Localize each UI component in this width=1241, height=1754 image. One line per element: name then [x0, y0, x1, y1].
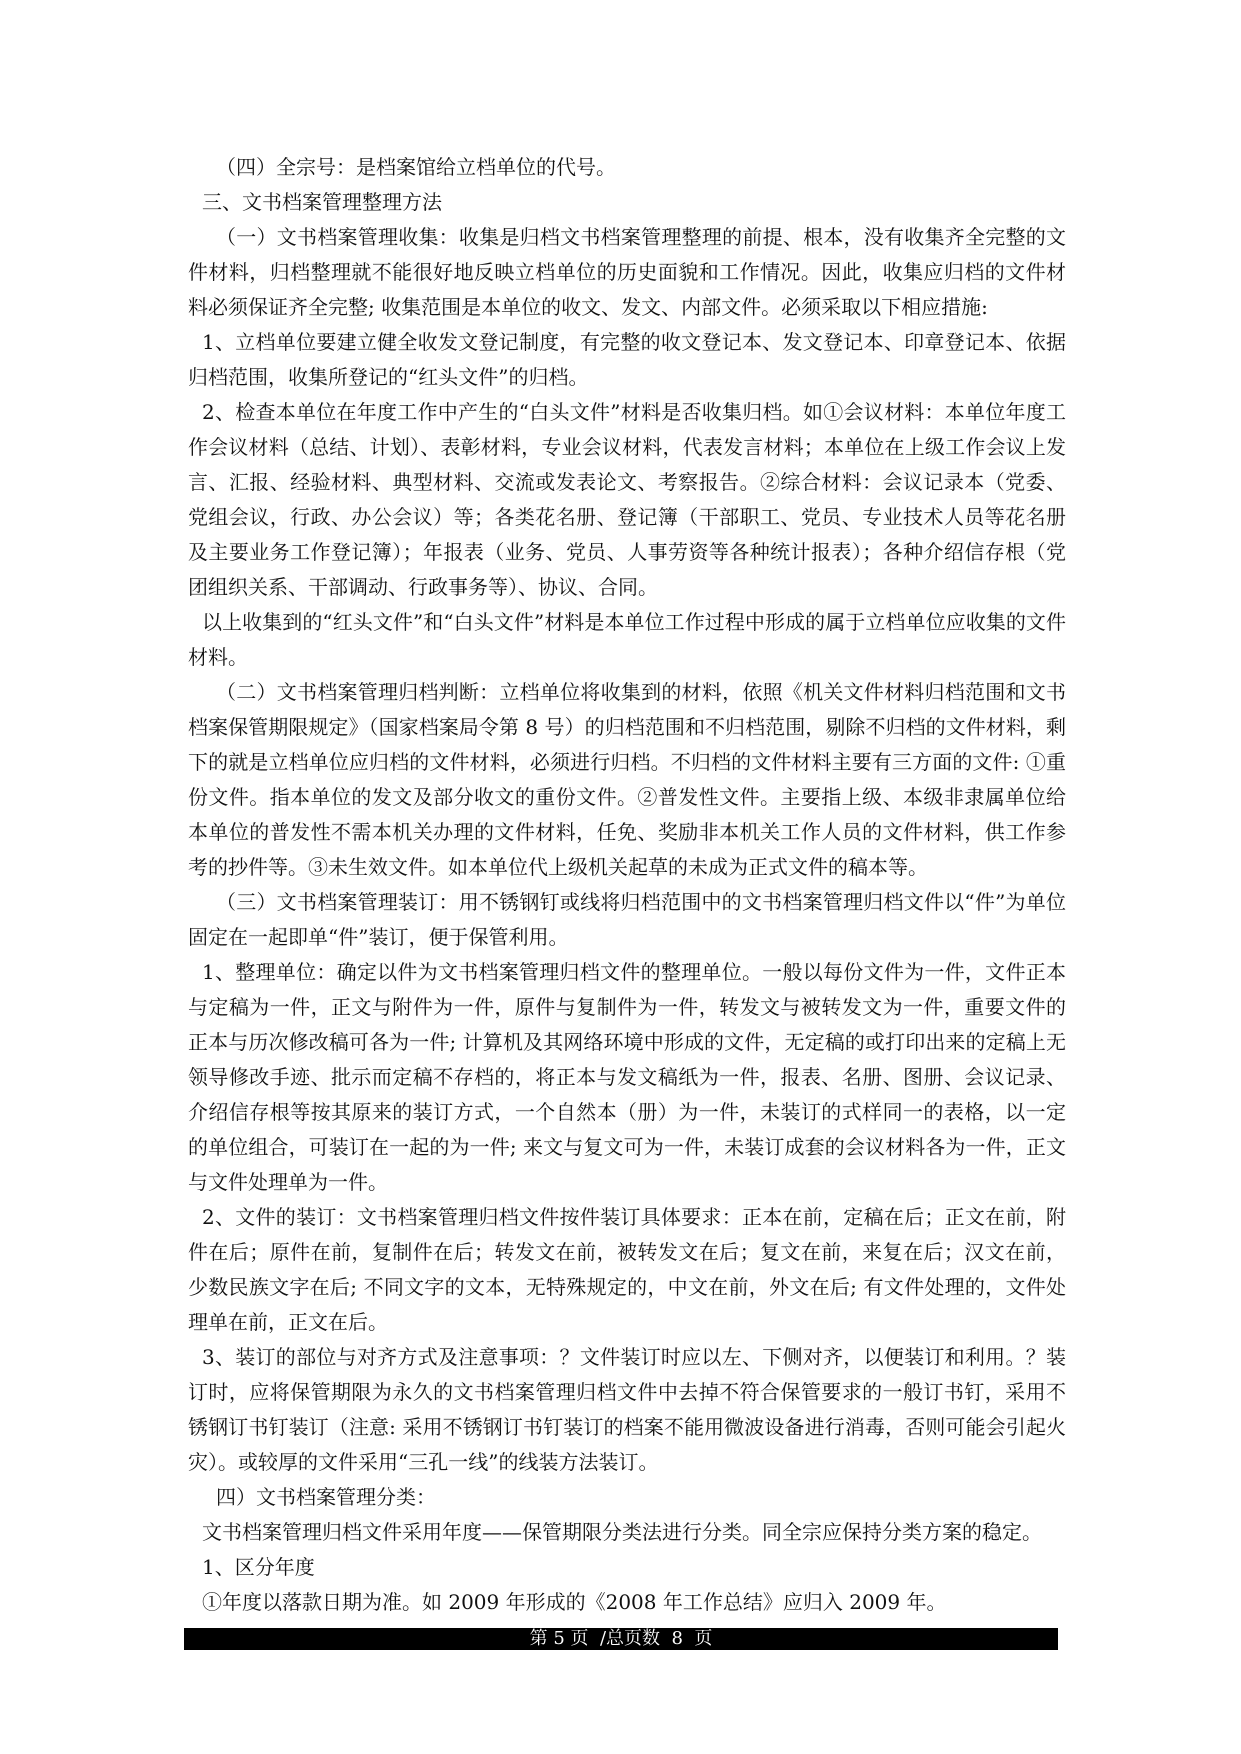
- paragraph: 3、装订的部位与对齐方式及注意事项：？文件装订时应以左、下侧对齐，以便装订和利用。？装订时，应将保管期限为永久的文书档案管理归档文件中去掉不符合保管要求的一般订书钉，采用不锈钢订书钉装订（注意: 采用不锈钢订书钉装订的档案不能用微波设备进行消毒，否则可能会引起火灾）。或较厚的文件采用“三孔一线”的线装方法装订。: [188, 1345, 1066, 1474]
- paragraph: 1、立档单位要建立健全收发文登记制度，有完整的收文登记本、发文登记本、印章登记本、依据归档范围，收集所登记的“红头文件”的归档。: [188, 330, 1066, 389]
- section-heading: 四）文书档案管理分类：: [216, 1485, 436, 1509]
- paragraph: 文书档案管理归档文件采用年度——保管期限分类法进行分类。同全宗应保持分类方案的稳定。: [202, 1520, 1042, 1544]
- paragraph: （二）文书档案管理归档判断：立档单位将收集到的材料，依照《机关文件材料归档范围和文书档案保管期限规定》（国家档案局令第 8 号）的归档范围和不归档范围，剔除不归档的文件材料，剩下的就是立档单位应归档的文件材料，必须进行归档。不归档的文件材料主要有三方面的文件: ①重份文件。指本单位的发文及部分收文的重份文件。②普发性文件。主要指上级、本级非隶属单位给本单位的普发性不需本机关办理的文件材料，任免、奖励非本机关工作人员的文件材料，供工作参考的抄件等。③未生效文件。如本单位代上级机关起草的未成为正式文件的稿本等。: [188, 680, 1066, 879]
- paragraph: 2、检查本单位在年度工作中产生的“白头文件”材料是否收集归档。如①会议材料：本单位年度工作会议材料（总结、计划）、表彰材料，专业会议材料，代表发言材料；本单位在上级工作会议上发言、汇报、经验材料、典型材料、交流或发表论文、考察报告。②综合材料：会议记录本（党委、党组会议，行政、办公会议）等；各类花名册、登记簿（干部职工、党员、专业技术人员等花名册及主要业务工作登记簿）；年报表（业务、党员、人事劳资等各种统计报表）；各种介绍信存根（党团组织关系、干部调动、行政事务等）、协议、合同。: [188, 400, 1066, 599]
- paragraph: （一）文书档案管理收集：收集是归档文书档案管理整理的前提、根本，没有收集齐全完整的文件材料，归档整理就不能很好地反映立档单位的历史面貌和工作情况。因此，收集应归档的文件材料必须保证齐全完整; 收集范围是本单位的收文、发文、内部文件。必须采取以下相应措施:: [188, 225, 1066, 319]
- page-footer: [184, 1628, 1058, 1650]
- paragraph: 1、整理单位：确定以件为文书档案管理归档文件的整理单位。一般以每份文件为一件，文件正本与定稿为一件，正文与附件为一件，原件与复制件为一件，转发文与被转发文为一件，重要文件的正本与历次修改稿可各为一件; 计算机及其网络环境中形成的文件，无定稿的或打印出来的定稿上无领导修改手迹、批示而定稿不存档的，将正本与发文稿纸为一件，报表、名册、图册、会议记录、介绍信存根等按其原来的装订方式，一个自然本（册）为一件，未装订的式样同一的表格，以一定的单位组合，可装订在一起的为一件; 来文与复文可为一件，未装订成套的会议材料各为一件，正文与文件处理单为一件。: [188, 960, 1066, 1194]
- paragraph: （三）文书档案管理装订：用不锈钢钉或线将归档范围中的文书档案管理归档文件以“件”为单位固定在一起即单“件”装订，便于保管利用。: [188, 890, 1066, 949]
- document-body: [188, 150, 1066, 1620]
- paragraph: ①年度以落款日期为准。如 2009 年形成的《2008 年工作总结》应归入 2009 年。: [202, 1590, 947, 1614]
- section-heading: 三、文书档案管理整理方法: [202, 190, 442, 214]
- paragraph: 以上收集到的“红头文件”和“白头文件”材料是本单位工作过程中形成的属于立档单位应收集的文件材料。: [188, 610, 1066, 669]
- paragraph: （四）全宗号：是档案馆给立档单位的代号。: [216, 155, 616, 179]
- paragraph: 1、区分年度: [202, 1555, 315, 1579]
- paragraph: 2、文件的装订：文书档案管理归档文件按件装订具体要求：正本在前，定稿在后；正文在前，附件在后；原件在前，复制件在后；转发文在前，被转发文在后；复文在前，来复在后；汉文在前，少数民族文字在后; 不同文字的文本，无特殊规定的，中文在前，外文在后; 有文件处理的，文件处理单在前，正文在后。: [188, 1205, 1066, 1334]
- page-number-label: 第 5 页 /总页数 8 页: [529, 1628, 713, 1649]
